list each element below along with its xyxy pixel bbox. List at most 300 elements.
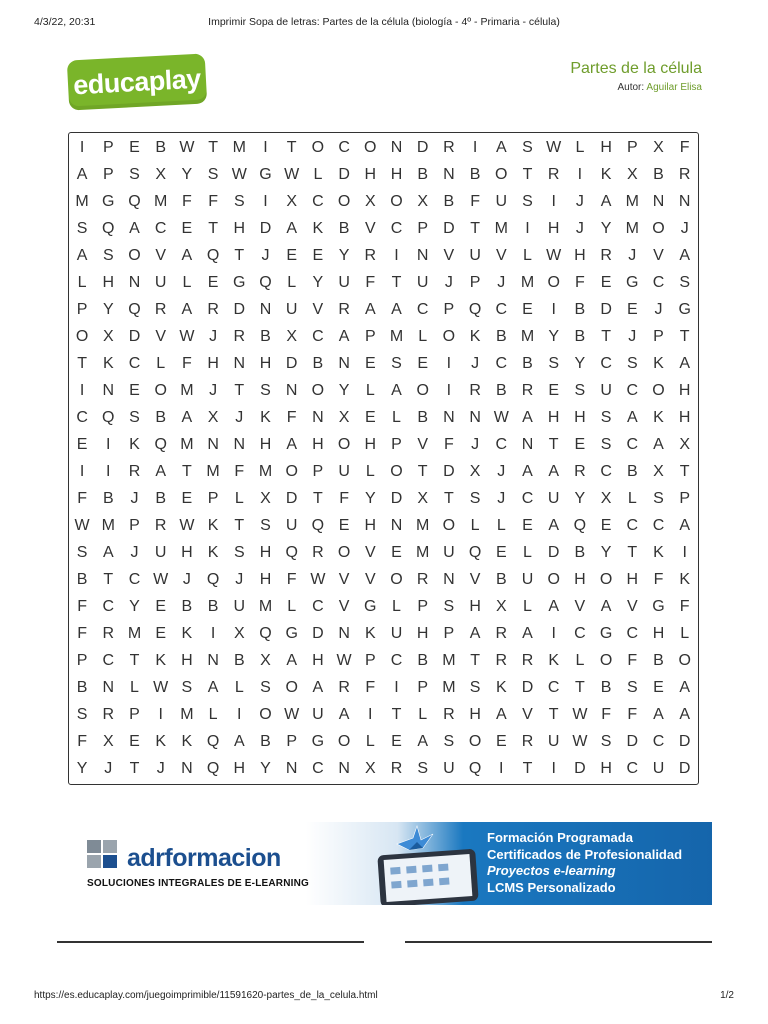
grid-letter: I [263,193,268,210]
grid-letter: M [258,598,273,615]
grid-letter: U [547,733,560,750]
grid-letter: D [600,301,612,318]
grid-letter: I [682,544,687,561]
grid-letter: H [652,625,665,642]
grid-letter: U [469,247,481,264]
grid-letter: B [155,139,167,156]
grid-letter: L [313,166,323,183]
grid-letter: R [521,733,534,750]
grid-letter: P [364,652,376,669]
grid-letter: R [102,625,115,642]
grid-letter: O [547,274,560,291]
grid-letter: A [548,517,560,534]
grid-letter: S [102,247,114,264]
grid-letter: B [495,571,507,588]
grid-letter: I [446,382,452,399]
grid-letter: X [364,760,376,777]
grid-letter: V [443,247,455,264]
grid-letter: N [285,382,298,399]
grid-letter: I [394,247,399,264]
grid-letter: B [260,328,271,345]
signature-line-right [405,941,712,943]
grid-letter: A [338,328,350,345]
grid-letter: S [260,517,271,534]
grid-letter: U [154,544,167,561]
banner-feature-list [487,830,682,896]
grid-row [69,539,698,566]
grid-letter: D [259,220,272,237]
grid-letter: M [520,274,535,291]
grid-letter: A [653,706,664,723]
grid-letter: F [679,598,690,615]
grid-letter: M [416,517,430,534]
grid-letter: E [364,355,376,372]
grid-letter: A [653,436,664,453]
grid-letter: L [418,328,428,345]
grid-row [69,485,698,512]
grid-letter: P [312,463,324,480]
grid-letter: J [654,301,663,318]
grid-letter: I [263,139,268,156]
grid-letter: B [653,166,664,183]
grid-letter: T [208,139,218,156]
grid-letter: J [575,220,584,237]
grid-letter: L [77,274,87,291]
grid-letter: C [574,625,586,642]
grid-letter: I [106,436,111,453]
grid-letter: M [258,463,273,480]
grid-letter: H [207,355,219,372]
grid-letter: P [76,652,88,669]
grid-letter: P [76,301,88,318]
grid-letter: Q [573,517,587,534]
grid-letter: J [471,436,480,453]
grid-letter: V [495,247,507,264]
grid-letter: L [234,679,244,696]
grid-letter: A [679,679,691,696]
grid-letter: A [391,301,402,318]
grid-letter: S [207,166,219,183]
grid-letter: X [155,166,167,183]
grid-letter: A [76,247,88,264]
grid-letter: I [79,139,85,156]
grid-letter: P [443,301,455,318]
grid-row [69,269,698,296]
grid-letter: M [206,463,220,480]
grid-letter: M [127,625,142,642]
grid-letter: N [312,409,324,426]
grid-letter: U [312,706,324,723]
grid-letter: P [129,706,140,723]
grid-letter: L [287,274,297,291]
grid-letter: K [155,652,167,669]
grid-letter: T [286,139,297,156]
grid-row [69,755,698,782]
grid-letter: E [155,625,167,642]
grid-letter: C [626,436,639,453]
grid-letter: A [495,139,507,156]
grid-letter: I [551,301,556,318]
grid-letter: C [312,193,324,210]
grid-letter: O [364,139,377,156]
grid-letter: L [627,490,637,507]
grid-letter: S [548,355,560,372]
grid-letter: K [102,355,114,372]
grid-letter: A [286,436,298,453]
grid-letter: O [311,382,325,399]
grid-letter: K [260,409,271,426]
grid-letter: Q [206,733,220,750]
grid-letter: A [76,166,88,183]
grid-letter: M [75,193,89,210]
banner-brand: adrformacion [127,844,281,872]
grid-letter: K [600,166,612,183]
grid-letter: E [574,436,586,453]
grid-letter: X [626,166,638,183]
grid-letter: B [417,652,429,669]
grid-letter: G [364,598,377,615]
grid-letter: R [469,382,481,399]
grid-letter: U [338,274,350,291]
grid-letter: M [180,382,194,399]
grid-letter: S [469,490,481,507]
grid-letter: H [102,274,115,291]
grid-letter: A [600,598,612,615]
grid-letter: P [679,490,691,507]
grid-letter: H [547,409,560,426]
grid-letter: C [390,652,403,669]
grid-letter: S [76,544,88,561]
grid-letter: E [626,301,638,318]
grid-letter: T [417,463,428,480]
grid-letter: F [575,274,585,291]
grid-letter: S [522,193,533,210]
grid-letter: C [547,679,560,696]
grid-letter: V [364,220,376,237]
grid-letter: H [259,544,272,561]
grid-letter: R [390,760,403,777]
grid-letter: N [181,760,193,777]
grid-letter: E [207,274,219,291]
grid-letter: K [495,679,507,696]
grid-letter: E [600,274,612,291]
grid-letter: I [237,706,242,723]
grid-letter: V [155,247,167,264]
grid-letter: I [158,706,163,723]
grid-letter: L [182,274,192,291]
grid-letter: R [207,301,219,318]
grid-letter: H [574,571,586,588]
grid-letter: S [260,382,271,399]
grid-letter: C [626,382,639,399]
grid-letter: J [497,463,506,480]
grid-letter: E [76,436,88,453]
print-url: https://es.educaplay.com/juegoimprimible/11591620-partes_de_la_celula.html [34,990,378,1001]
grid-letter: I [525,220,530,237]
grid-letter: S [443,733,455,750]
grid-letter: C [495,301,508,318]
grid-letter: M [494,220,508,237]
grid-letter: N [285,760,298,777]
grid-letter: J [444,274,453,291]
grid-letter: A [522,625,533,642]
grid-letter: R [233,328,246,345]
grid-letter: E [417,355,429,372]
grid-letter: B [600,679,612,696]
grid-letter: H [626,571,639,588]
grid-letter: Q [154,436,167,453]
grid-letter: T [470,220,480,237]
grid-letter: F [627,652,638,669]
grid-letter: V [469,571,481,588]
grid-letter: H [416,625,429,642]
grid-letter: X [233,625,245,642]
grid-letter: H [259,436,272,453]
grid-letter: B [522,355,533,372]
grid-letter: V [522,706,533,723]
grid-letter: X [653,139,664,156]
grid-row [69,188,698,215]
grid-letter: E [129,382,140,399]
grid-letter: I [79,382,85,399]
grid-letter: M [101,517,115,534]
grid-letter: G [626,274,639,291]
grid-letter: X [286,193,298,210]
grid-letter: B [574,301,586,318]
grid-letter: X [600,490,612,507]
grid-letter: X [364,193,376,210]
grid-letter: W [493,409,509,426]
grid-letter: R [521,382,534,399]
grid-letter: Q [285,544,298,561]
grid-letter: N [207,436,219,453]
grid-letter: K [548,652,560,669]
grid-letter: H [312,652,324,669]
grid-letter: R [521,652,534,669]
grid-letter: H [574,247,586,264]
grid-letter: U [652,760,665,777]
grid-letter: T [77,355,87,372]
grid-letter: I [551,625,556,642]
grid-letter: P [417,679,429,696]
ad-banner[interactable] [57,822,712,905]
grid-letter: T [182,463,192,480]
grid-letter: C [600,463,612,480]
grid-letter: D [678,760,691,777]
grid-letter: Y [574,490,586,507]
grid-letter: A [548,598,560,615]
grid-letter: L [470,517,480,534]
grid-letter: B [155,409,167,426]
grid-letter: M [442,679,456,696]
grid-letter: S [233,544,245,561]
grid-letter: Q [206,247,220,264]
grid-letter: L [680,625,690,642]
signature-line-left [57,941,364,943]
grid-letter: R [574,463,586,480]
grid-letter: A [233,733,245,750]
grid-letter: D [285,355,298,372]
grid-letter: W [572,733,588,750]
grid-letter: D [312,625,324,642]
grid-letter: C [338,139,350,156]
grid-letter: A [679,517,691,534]
author-line [617,82,702,93]
grid-letter: P [391,436,402,453]
grid-letter: U [338,463,350,480]
grid-letter: T [234,517,245,534]
grid-letter: J [680,220,689,237]
grid-letter: T [627,544,638,561]
grid-letter: Q [259,625,272,642]
grid-letter: L [496,517,506,534]
grid-letter: H [364,517,377,534]
grid-letter: C [626,517,639,534]
grid-letter: S [417,760,429,777]
grid-letter: F [286,571,297,588]
grid-letter: S [522,139,533,156]
grid-letter: K [181,733,193,750]
grid-letter: U [521,571,534,588]
grid-letter: E [312,247,324,264]
grid-letter: J [471,355,480,372]
grid-letter: S [129,409,140,426]
grid-letter: V [338,571,350,588]
grid-letter: Y [600,220,612,237]
grid-letter: A [286,652,298,669]
grid-letter: H [600,760,612,777]
grid-letter: M [180,706,194,723]
grid-letter: O [495,166,508,183]
grid-letter: W [179,328,195,345]
grid-letter: Y [312,274,324,291]
grid-letter: B [495,382,507,399]
grid-letter: E [286,247,298,264]
grid-letter: R [312,544,324,561]
grid-letter: A [391,382,402,399]
grid-letter: B [626,463,638,480]
grid-letter: P [653,328,664,345]
grid-letter: Y [338,247,350,264]
grid-letter: R [364,247,377,264]
grid-letter: A [626,409,638,426]
grid-letter: P [469,274,481,291]
grid-letter: T [234,382,245,399]
grid-letter: O [390,463,403,480]
grid-letter: J [235,571,244,588]
grid-letter: W [153,679,169,696]
grid-letter: S [443,598,455,615]
grid-letter: Y [548,328,560,345]
grid-letter: H [678,409,691,426]
grid-letter: O [599,652,613,669]
grid-letter: B [102,490,114,507]
grid-letter: K [364,625,376,642]
grid-letter: H [312,436,324,453]
grid-letter: W [231,166,247,183]
grid-letter: O [652,382,665,399]
grid-letter: Q [128,193,141,210]
grid-letter: O [337,193,351,210]
grid-letter: G [233,274,246,291]
grid-letter: O [311,139,325,156]
grid-letter: L [365,463,375,480]
grid-letter: F [208,193,218,210]
grid-letter: U [495,193,508,210]
grid-letter: I [106,463,111,480]
grid-letter: S [600,409,612,426]
grid-letter: R [600,247,612,264]
grid-row [69,431,698,458]
grid-letter: U [233,598,246,615]
grid-letter: P [129,517,140,534]
grid-letter: T [391,706,402,723]
grid-letter: Q [468,544,482,561]
grid-letter: M [180,436,194,453]
grid-letter: L [523,598,532,615]
grid-letter: C [390,220,403,237]
grid-letter: T [444,490,454,507]
grid-letter: L [156,355,166,372]
grid-letter: B [574,544,586,561]
grid-letter: N [259,301,272,318]
grid-letter: H [678,382,691,399]
grid-letter: H [547,220,560,237]
grid-letter: S [626,679,638,696]
grid-letter: N [102,679,115,696]
grid-letter: A [522,409,533,426]
grid-letter: N [443,571,455,588]
grid-letter: T [103,571,114,588]
grid-letter: S [600,436,612,453]
grid-letter: B [260,733,271,750]
grid-row [69,701,698,728]
grid-letter: G [652,598,665,615]
grid-letter: O [390,571,403,588]
grid-letter: Q [102,409,115,426]
grid-letter: G [599,625,613,642]
grid-letter: J [235,409,244,426]
grid-letter: C [416,301,429,318]
grid-letter: E [181,220,193,237]
grid-letter: P [443,625,455,642]
educaplay-logo[interactable] [67,53,207,110]
grid-letter: C [600,355,612,372]
banner-line: LCMS Personalizado [487,879,616,895]
grid-letter: L [575,652,585,669]
grid-letter: X [102,328,114,345]
print-date: 4/3/22, 20:31 [34,16,96,28]
grid-letter: P [417,220,429,237]
grid-letter: C [102,652,115,669]
grid-letter: O [416,382,429,399]
grid-letter: E [495,544,507,561]
grid-letter: B [233,652,245,669]
grid-letter: R [338,679,350,696]
grid-letter: D [416,139,429,156]
grid-letter: A [181,409,193,426]
grid-letter: A [495,706,507,723]
grid-letter: H [233,220,246,237]
grid-letter: L [365,733,375,750]
grid-letter: O [128,247,141,264]
grid-row [69,566,698,593]
grid-letter: C [312,598,324,615]
grid-letter: H [259,571,272,588]
grid-letter: F [286,409,297,426]
logo-text: educaplay [72,63,202,100]
grid-letter: R [495,652,508,669]
